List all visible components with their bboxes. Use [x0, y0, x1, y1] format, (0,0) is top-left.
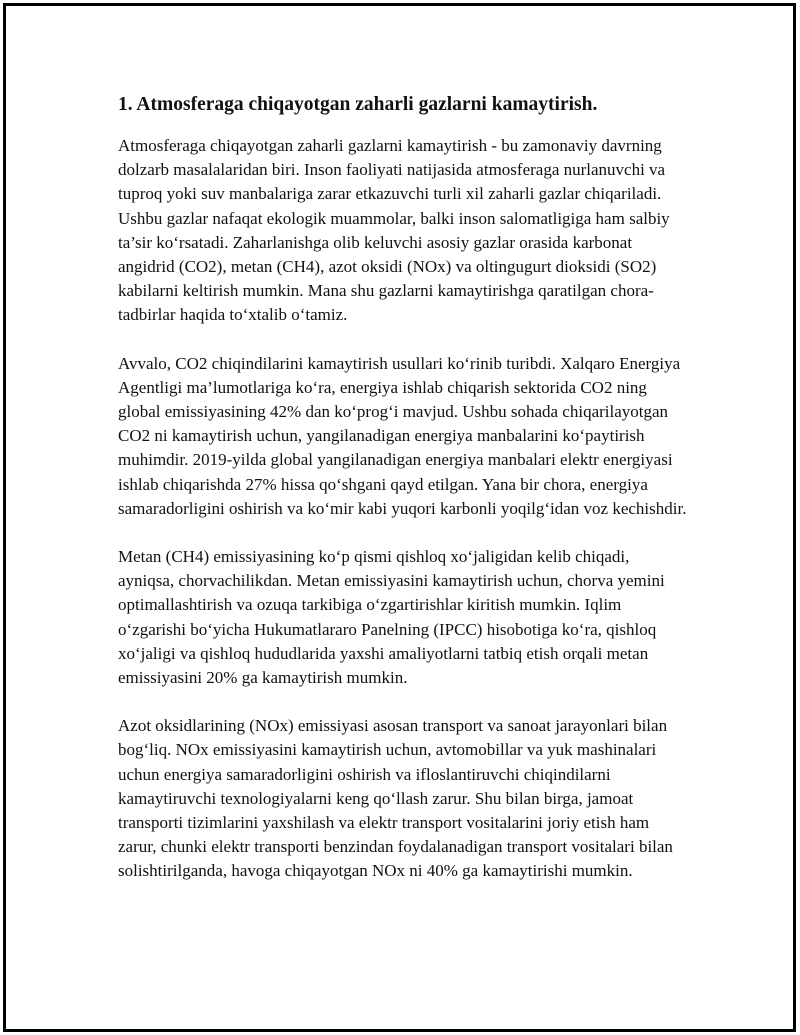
- section-heading: 1. Atmosferaga chiqayotgan zaharli gazlarni kamaytirish.: [118, 94, 598, 115]
- paragraph-nox: Azot oksidlarining (NOx) emissiyasi asosan transport va sanoat jarayonlari bilan bog‘liq. NOx emissiyasini kamaytirish uchun, avtomobillar va yuk mashinalari uchun energiya samaradorligini oshirish va ifloslantiruvchi chiqindilarni kamaytiruvchi texnologiyalarni keng qo‘llash zarur. Shu bilan birga, jamoat transporti tizimlarini yaxshilash va elektr transport vositalarini joriy etish ham zarur, chunki elektr transporti benzindan foydalanadigan transport vositalari bilan solishtirilganda, havoga chiqayotgan NOx ni 40% ga kamaytirishi mumkin.: [118, 716, 673, 881]
- document-body: [118, 92, 688, 908]
- paragraph-co2: Avvalo, CO2 chiqindilarini kamaytirish usullari ko‘rinib turibdi. Xalqaro Energiya Agentligi ma’lumotlariga ko‘ra, energiya ishlab chiqarish sektorida CO2 ning global emissiyasining 42% dan ko‘prog‘i mavjud. Ushbu sohada chiqarilayotgan CO2 ni kamaytirish uchun, yangilanadigan energiya manbalarini ko‘paytirish muhimdir. 2019-yilda global yangilanadigan energiya manbalari elektr energiyasi ishlab chiqarishda 27% hissa qo‘shgani qayd etilgan. Yana bir chora, energiya samaradorligini oshirish va ko‘mir kabi yuqori karbonli yoqilg‘idan voz kechishdir.: [118, 353, 687, 518]
- paragraph-methane: Metan (CH4) emissiyasining ko‘p qismi qishloq xo‘jaligidan kelib chiqadi, ayniqsa, chorvachilikdan. Metan emissiyasini kamaytirish uchun, chorva yemini optimallashtirish va ozuqa tarkibiga o‘zgartirishlar kiritish mumkin. Iqlim o‘zgarishi bo‘yicha Hukumatlararo Panelning (IPCC) hisobotiga ko‘ra, qishloq xo‘jaligi va qishloq hududlarida yaxshi amaliyotlarni tatbiq etish orqali metan emissiyasini 20% ga kamaytirish mumkin.: [118, 547, 665, 688]
- paragraph-intro: Atmosferaga chiqayotgan zaharli gazlarni kamaytirish - bu zamonaviy davrning dolzarb masalalaridan biri. Inson faoliyati natijasida atmosferaga nurlanuvchi va tuproq yoki suv manbalariga zarar etkazuvchi turli xil zaharli gazlar chiqariladi. Ushbu gazlar nafaqat ekologik muammolar, balki inson salomatligiga ham salbiy ta’sir ko‘rsatadi. Zaharlanishga olib keluvchi asosiy gazlar orasida karbonat angidrid (CO2), metan (CH4), azot oksidi (NOx) va oltingugurt dioksidi (SO2) kabilarni keltirish mumkin. Mana shu gazlarni kamaytirishga qaratilgan chora-tadbirlar haqida to‘xtalib o‘tamiz.: [118, 136, 670, 325]
